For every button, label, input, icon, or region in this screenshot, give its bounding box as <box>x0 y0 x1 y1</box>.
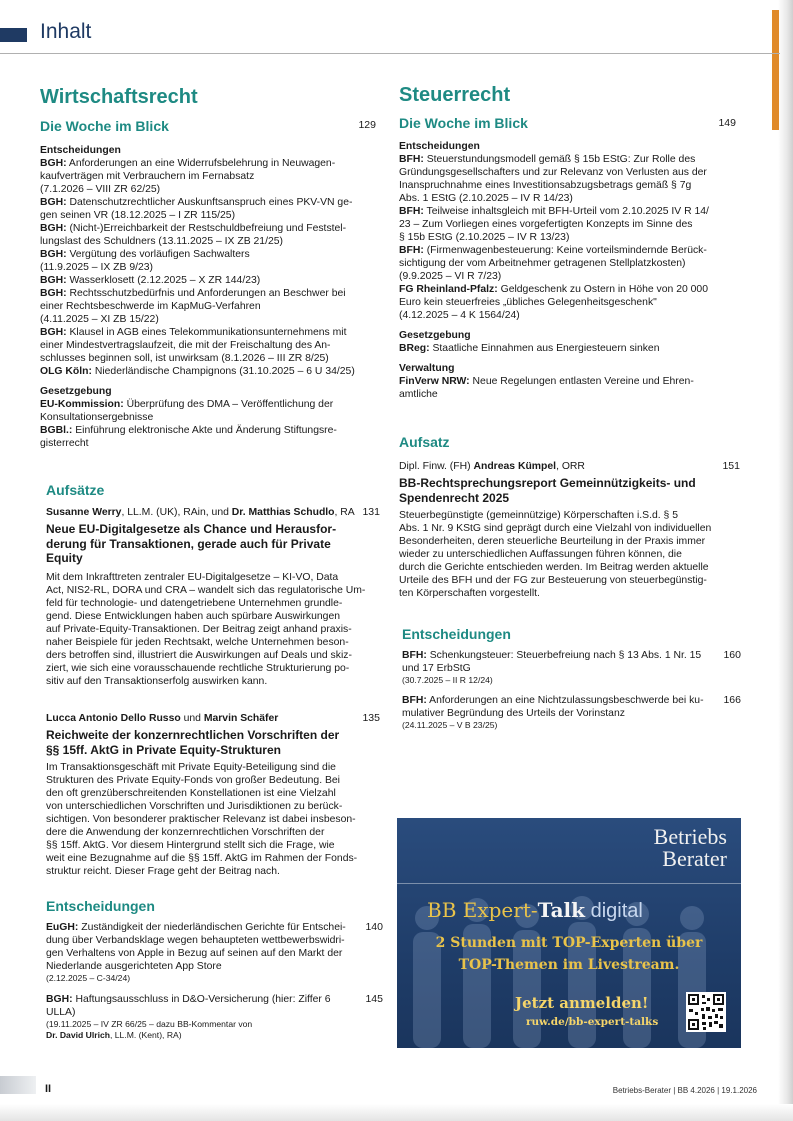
list-item: BGH: Rechtsschutzbedürfnis und Anforderungen an Beschwer bei <box>40 288 346 299</box>
entscheidungen-heading-left: Entscheidungen <box>46 898 155 914</box>
ad-headline: BB Expert-Talk digital <box>427 898 643 922</box>
list-item: BGH: Klausel in AGB eines Telekommunikationsunternehmens mit <box>40 327 347 338</box>
page-ref: 140 <box>365 921 383 933</box>
list-item: BGBl.: Einführung elektronische Akte und Änderung Stiftungsre- <box>40 425 337 436</box>
entscheidungen-heading-right: Entscheidungen <box>402 626 511 642</box>
article-authors: Dipl. Finw. (FH) Andreas Kümpel, ORR <box>399 461 585 472</box>
footer-decoration <box>0 1076 36 1094</box>
list-item: BReg: Staatliche Einnahmen aus Energiesteuern sinken <box>399 343 660 354</box>
decision-item: BGH: Haftungsausschluss in D&O-Versicherung (hier: Ziffer 6 ULLA) (19.11.2025 – IV ZR 66/25 – dazu BB-Kommentar von Dr. David Ulrich, LL.M. (Kent), RA) <box>46 994 331 1040</box>
journal-reference: Betriebs-Berater | BB 4.2026 | 19.1.2026 <box>612 1086 757 1095</box>
list-item: BFH: Steuerstundungsmodell gemäß § 15b EStG: Zur Rolle des <box>399 154 696 165</box>
page-ref: 149 <box>718 117 736 129</box>
decision-item: BFH: Schenkungsteuer: Steuerbefreiung nach § 13 Abs. 1 Nr. 15 und 17 ErbStG (30.7.2025 – II R 12/24) <box>402 650 702 685</box>
article-authors: Susanne Werry, LL.M. (UK), RAin, und Dr. Matthias Schudlo, RA <box>46 507 355 518</box>
page-ref: 131 <box>362 506 380 518</box>
woche-heading-left: Die Woche im Blick <box>40 118 169 134</box>
page-edge-shadow <box>778 0 793 1121</box>
aufsaetze-heading: Aufsätze <box>46 482 105 498</box>
page-ref: 166 <box>723 694 741 706</box>
register-button[interactable]: Jetzt anmelden! <box>515 994 649 1012</box>
brand-logo-line1: Betriebs <box>653 824 727 849</box>
list-item: BFH: Teilweise inhaltsgleich mit BFH-Urteil vom 2.10.2025 IV R 14/ <box>399 206 709 217</box>
article-title: Reichweite der konzernrechtlichen Vorschriften der §§ 15ff. AktG in Private Equity-Strukturen <box>46 728 340 757</box>
list-item: FG Rheinland-Pfalz: Geldgeschenk zu Ostern in Höhe von 20 000 <box>399 284 708 295</box>
gesetzgebung-label: Gesetzgebung <box>40 386 112 397</box>
ad-link[interactable]: ruw.de/bb-expert-talks <box>526 1016 659 1028</box>
list-item: BGH: Wasserklosett (2.12.2025 – X ZR 144/23) <box>40 275 261 286</box>
section-title-steuerrecht: Steuerrecht <box>399 84 511 106</box>
header-marker <box>0 28 27 42</box>
article-abstract: Mit dem Inkrafttreten zentraler EU-Digitalgesetze – KI-VO, Data Act, NIS2-RL, DORA und CRA – wandelt sich das regulatorische Um- feld für technologie- und datengetriebene Unternehmen grundle- gend. Diese Entwicklungen haben auch spürbare Auswirkungen auf Private-Equity-Transaktionen. Der Beitrag zeigt anhand praxis- naher Beispiele für jeden Rechtsakt, welche Unternehmen beson- ders betroffen sind, illustriert die Auswirkungen auf Deals und skiz- ziert, wie sich eine vorausschauende rechtliche Strukturierung po- sitiv auf den Transaktionserfolg auswirken kann. <box>46 572 366 687</box>
page-ref: 129 <box>358 119 376 131</box>
brand-logo-line2: Berater <box>662 846 727 871</box>
list-item: BGH: Anforderungen an eine Widerrufsbelehrung in Neuwagen- <box>40 158 336 169</box>
aufsatz-heading: Aufsatz <box>399 434 450 450</box>
list-item: EU-Kommission: Überprüfung des DMA – Veröffentlichung der <box>40 399 334 410</box>
list-item: BGH: (Nicht-)Erreichbarkeit der Restschuldbefreiung und Feststel- <box>40 223 347 234</box>
page-ref: 151 <box>722 460 740 472</box>
page-ref: 160 <box>723 649 741 661</box>
entscheidungen-label: Entscheidungen <box>40 145 121 156</box>
list-item: BFH: (Firmenwagenbesteuerung: Keine vorteilsmindernde Berück- <box>399 245 707 256</box>
woche-list-left: Entscheidungen BGH: Anforderungen an eine Widerrufsbelehrung in Neuwagen- kaufverträgen mit Verbrauchern im Fernabsatz (7.1.2026 – VIII ZR 62/25) BGH: Datenschutzrechtlicher Auskunftsanspruch eines PKV-VN ge- gen seinen VR (18.12.2025 – I ZR 115/25) BGH: (Nicht-)Erreichbarkeit der Restschuldbefreiung und Feststel- lungslast des Schuldners (13.11.2025 – IX ZB 21/25) BGH: Vergütung des vorläufigen Sachwalters (11.9.2025 – IX ZB 9/23) BGH: Wasserklosett (2.12.2025 – X ZR 144/23) BGH: Rechtsschutzbedürfnis und Anforderungen an Beschwer bei einer Rechtsbeschwerde im KapMuG-Verfahren (4.11.2025 – XI ZB 15/22) BGH: Klausel in AGB eines Telekommunikationsunternehmens mit einer Mindestvertragslaufzeit, die mit der Freischaltung des An- schlusses beginnen soll, ist unwirksam (8.1.2026 – III ZR 8/25) OLG Köln: Niederländische Champignons (31.10.2025 – 6 U 34/25) Gesetzgebung EU-Kommission: Überprüfung des DMA – Veröffentlichung der Konsultationsergebnisse BGBl.: Einführung elektronische Akte und Änderung Stiftungsre- gisterrecht <box>40 144 380 450</box>
ad-tagline: TOP-Themen im Livestream. <box>458 957 680 973</box>
list-item: BGH: Datenschutzrechtlicher Auskunftsanspruch eines PKV-VN ge- <box>40 197 353 208</box>
qr-code-icon[interactable] <box>686 992 726 1032</box>
article-abstract: Im Transaktionsgeschäft mit Private Equity-Beteiligung sind die Strukturen des Private Equity-Fonds von großer Bedeutung. Bei den oft grenzüberschreitenden Konstellationen ist eine Vielzahl von unterschiedlichen Vorschriften und Jurisdiktionen zu berück- sichtigen. Von besonderer praktischer Relevanz ist dabei insbeson- dere die Anwendung der konzernrechtlichen Vorschriften der §§ 15ff. AktG. Vor diesem Hintergrund stellt sich die Frage, wie weit eine Bezugnahme auf die §§ 15ff. AktG im Rahmen der Fonds- struktur reicht. Dieser Frage geht der Beitrag nach. <box>46 762 358 877</box>
article-title: BB-Rechtsprechungsreport Gemeinnützigkeits- und Spendenrecht 2025 <box>399 476 696 505</box>
decision-item: EuGH: Zuständigkeit der niederländischen Gerichte für Entschei- dung über Verbandsklage wegen behaupteten wettbewerbswidri- gen Verhaltens von Apple in Bezug auf seinen auf den Markt der Niederlande ausgerichteten App Store (2.12.2025 – C-34/24) <box>46 922 346 983</box>
woche-list-right: Entscheidungen BFH: Steuerstundungsmodell gemäß § 15b EStG: Zur Rolle des Gründungsgesellschafters und zur Relevanz von Verlusten aus der Inanspruchnahme eines Investitionsabzugsbetrags gemäß § 7g Abs. 1 EStG (2.10.2025 – IV R 14/23) BFH: Teilweise inhaltsgleich mit BFH-Urteil vom 2.10.2025 IV R 14/ 23 – Zum Vorliegen eines vorgefertigten Konzepts im Sinne des § 15b EStG (2.10.2025 – IV R 13/23) BFH: (Firmenwagenbesteuerung: Keine vorteilsmindernde Berück- sichtigung der vom Arbeitnehmer getragenen Stellplatzkosten) (9.9.2025 – VI R 7/23) FG Rheinland-Pfalz: Geldgeschenk zu Ostern in Höhe von 20 000 Euro kein steuerfreies „übliches Gelegenheitsgeschenk" (4.12.2025 – 4 K 1564/24) Gesetzgebung BReg: Staatliche Einnahmen aus Energiesteuern sinken Verwaltung FinVerw NRW: Neue Regelungen entlasten Vereine und Ehren- amtliche <box>399 140 729 401</box>
page-ref: 135 <box>362 712 380 724</box>
page-bottom-edge <box>0 1104 793 1121</box>
page-title: Inhalt <box>40 20 92 43</box>
ad-divider <box>397 883 741 884</box>
header-divider <box>0 53 780 54</box>
register-tab <box>772 10 779 130</box>
list-item: OLG Köln: Niederländische Champignons (31.10.2025 – 6 U 34/25) <box>40 366 355 377</box>
article-authors: Lucca Antonio Dello Russo und Marvin Schäfer <box>46 713 279 724</box>
advertisement-banner[interactable] <box>397 818 741 1048</box>
woche-heading-right: Die Woche im Blick <box>399 115 528 131</box>
ad-tagline: 2 Stunden mit TOP-Experten über <box>435 935 703 951</box>
list-item: BGH: Vergütung des vorläufigen Sachwalters <box>40 249 250 260</box>
article-abstract: Steuerbegünstigte (gemeinnützige) Körperschaften i.S.d. § 5 Abs. 1 Nr. 9 KStG sind geprägt durch eine Vielzahl von individuellen Besonderheiten, deren steuerliche Beurteilung in der Praxis immer wieder zu unterschiedlichen Auffassungen führen können, die durch die Gerichte entschieden werden. Im Beitrag werden aktuelle Urteile des BFH und der FG zur Besteuerung von steuerbegünstig- ten Körperschaften vorgestellt. <box>399 510 712 599</box>
article-title: Neue EU-Digitalgesetze als Chance und Herausfor- derung für Transaktionen, gerade auch für Private Equity <box>46 522 337 565</box>
list-item: FinVerw NRW: Neue Regelungen entlasten Vereine und Ehren- <box>399 376 694 387</box>
page-number: II <box>45 1083 52 1095</box>
section-title-wirtschaftsrecht: Wirtschaftsrecht <box>40 86 198 108</box>
page-ref: 145 <box>365 993 383 1005</box>
decision-item: BFH: Anforderungen an eine Nichtzulassungsbeschwerde bei ku- mulativer Begründung des Urteils der Vorinstanz (24.11.2025 – V B 23/25) <box>402 695 704 730</box>
